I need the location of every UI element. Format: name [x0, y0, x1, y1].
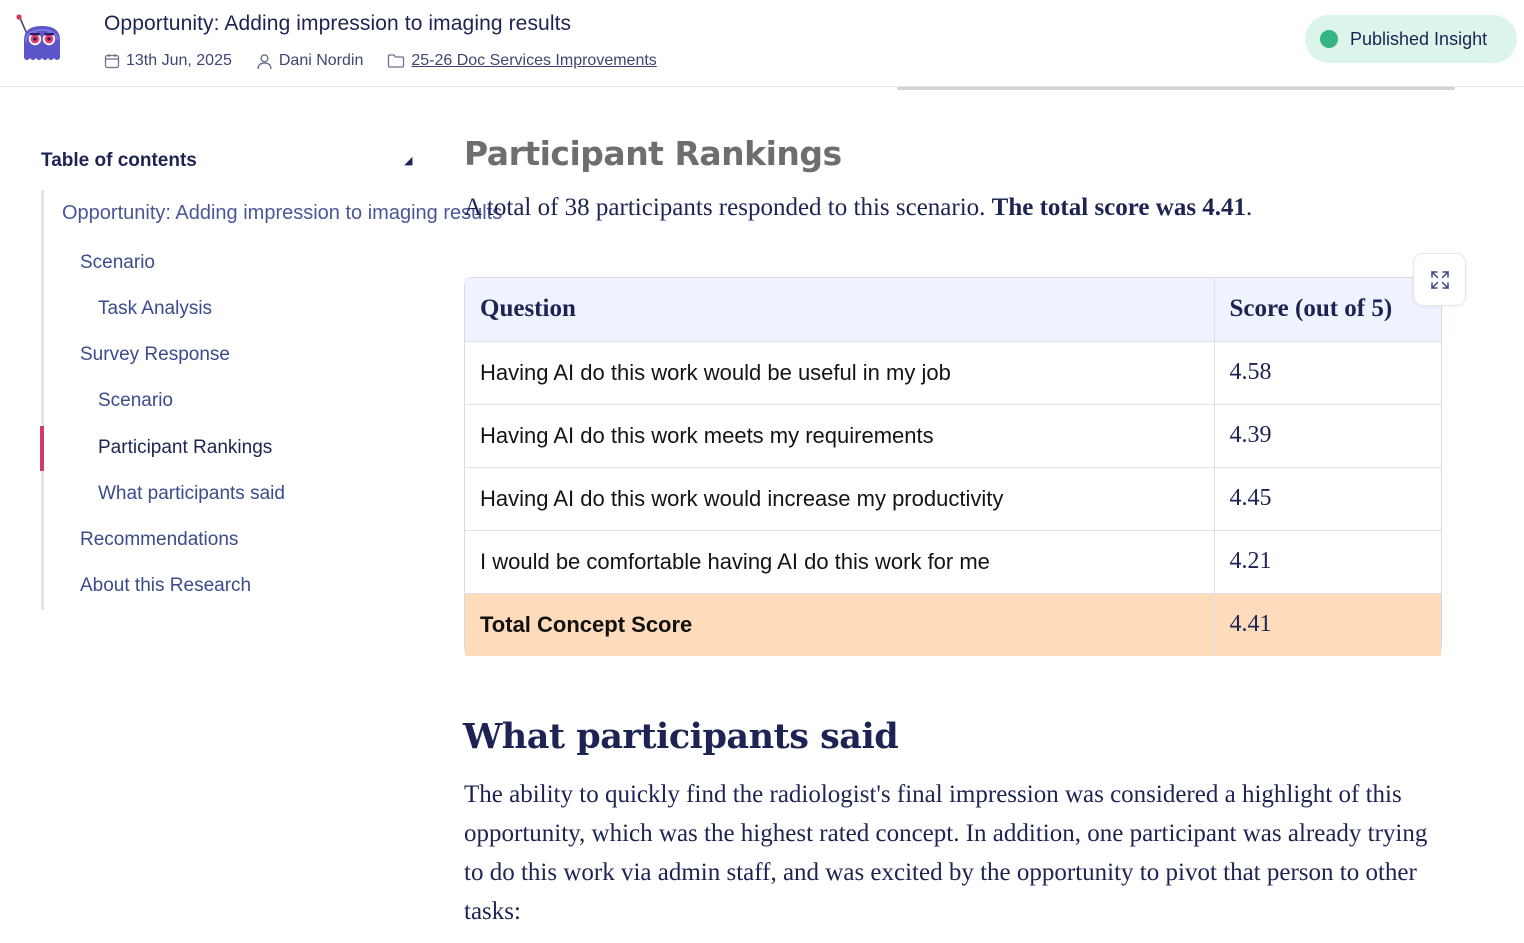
toc-active-indicator [40, 426, 44, 471]
question-cell: Having AI do this work would increase my productivity [465, 467, 1214, 530]
purple-monster-mascot-icon[interactable] [14, 12, 70, 68]
lead-bold: The total score was 4.41 [991, 194, 1247, 221]
toc-item-survey-scenario[interactable]: Scenario [98, 390, 173, 411]
rankings-table [464, 277, 1442, 655]
table-row [465, 467, 1441, 530]
lead-text: A total of 38 participants responded to this scenario. [464, 194, 992, 221]
question-cell: Having AI do this work would be useful in my job [465, 341, 1214, 404]
score-cell: 4.45 [1214, 467, 1441, 530]
author-meta [256, 52, 363, 70]
toc-collapse-icon[interactable]: ◢ [404, 155, 413, 167]
lead-end: . [1246, 194, 1253, 221]
question-cell: Having AI do this work meets my requirements [465, 404, 1214, 467]
total-row [465, 593, 1441, 656]
date-meta [104, 52, 232, 70]
score-cell: 4.39 [1214, 404, 1441, 467]
toc-item-about-research[interactable]: About this Research [80, 575, 252, 596]
question-cell: I would be comfortable having AI do this work for me [465, 530, 1214, 593]
toc-title: Table of contents [41, 150, 197, 171]
score-cell: 4.58 [1214, 341, 1441, 404]
column-header-score: Score (out of 5) [1214, 278, 1441, 341]
app-header [0, 0, 1524, 87]
folder-meta [387, 52, 656, 70]
total-label-cell: Total Concept Score [465, 593, 1214, 656]
page-title: Opportunity: Adding impression to imaging results [104, 12, 572, 35]
sticky-shadow [897, 87, 1455, 90]
meta-row [104, 50, 681, 72]
participants-said-paragraph: The ability to quickly find the radiologist's final impression was considered a highlight of this opportunity, which was the highest rated concept. In addition, one participant was already trying to do this work via admin staff, and was excited by the opportunity to pivot that person to other tasks: [464, 781, 1428, 925]
folder-icon [387, 53, 405, 69]
status-dot-icon [1320, 30, 1338, 48]
toc-item-recommendations[interactable]: Recommendations [80, 529, 239, 550]
toc-item-participant-rankings[interactable]: Participant Rankings [98, 437, 273, 458]
calendar-icon [104, 53, 120, 69]
participant-rankings-heading: Participant Rankings [464, 134, 842, 173]
status-badge [1305, 15, 1517, 63]
date-text: 13th Jun, 2025 [126, 52, 232, 69]
toc-rail [41, 190, 44, 610]
total-score-cell: 4.41 [1214, 593, 1441, 656]
what-participants-said-heading: What participants said [463, 716, 899, 757]
toc-item-opportunity[interactable]: Opportunity: Adding impression to imaging results [62, 202, 503, 224]
expand-table-button[interactable] [1413, 253, 1466, 306]
user-icon [256, 53, 273, 70]
table-row [465, 404, 1441, 467]
toc-item-what-participants-said[interactable]: What participants said [98, 483, 285, 504]
folder-link[interactable]: 25-26 Doc Services Improvements [411, 52, 657, 69]
table-header-row [465, 278, 1441, 341]
author-text: Dani Nordin [278, 52, 364, 69]
table-row [465, 530, 1441, 593]
table-row [465, 341, 1441, 404]
rankings-lead [464, 194, 1252, 222]
expand-icon [1430, 270, 1450, 290]
toc-item-survey-response[interactable]: Survey Response [80, 344, 230, 365]
toc-item-task-analysis[interactable]: Task Analysis [98, 298, 213, 319]
status-badge-label: Published Insight [1350, 28, 1488, 49]
column-header-question: Question [465, 278, 1214, 341]
toc-item-scenario[interactable]: Scenario [80, 252, 155, 273]
score-cell: 4.21 [1214, 530, 1441, 593]
